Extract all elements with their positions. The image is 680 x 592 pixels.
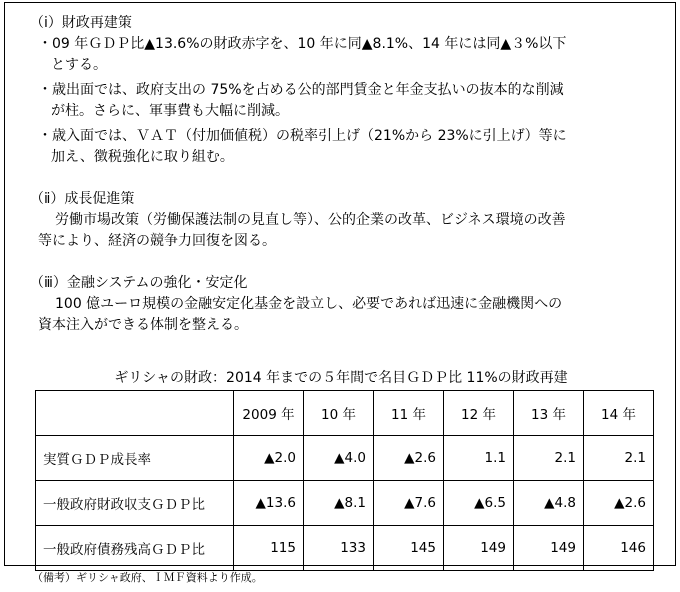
fiscal-table	[35, 390, 654, 571]
header-cell: 11 年	[374, 391, 444, 436]
section-heading-fiscal: （ⅰ）財政再建策	[30, 15, 132, 31]
table-cell: ▲2.6	[374, 436, 444, 481]
table-cell: 149	[444, 526, 514, 571]
table-header-row	[36, 391, 654, 436]
bullet-line: ・歳入面では、ＶＡＴ（付加価値税）の税率引上げ（21%から 23%に引上げ）等に	[38, 128, 567, 144]
table-cell: 2.1	[514, 436, 584, 481]
table-caption: ギリシャの財政：2014 年までの５年間で名目ＧＤＰ比 11%の財政再建	[114, 370, 568, 386]
row-label: 一般政府債務残高ＧＤＰ比	[36, 526, 234, 571]
body-line: 等により、経済の競争力回復を図る。	[38, 233, 276, 249]
table-cell: ▲2.6	[584, 481, 654, 526]
section-heading-finance: （ⅲ）金融システムの強化・安定化	[30, 275, 248, 291]
header-cell: 2009 年	[234, 391, 304, 436]
table-cell: 1.1	[444, 436, 514, 481]
bullet-line: が柱。さらに、軍事費も大幅に削減。	[51, 103, 289, 119]
table-cell: ▲6.5	[444, 481, 514, 526]
table-cell: ▲4.8	[514, 481, 584, 526]
header-cell: 14 年	[584, 391, 654, 436]
header-cell	[36, 391, 234, 436]
table-cell: ▲2.0	[234, 436, 304, 481]
table-row	[36, 436, 654, 481]
content-box	[4, 2, 676, 566]
table-cell: 149	[514, 526, 584, 571]
table-cell: ▲4.0	[304, 436, 374, 481]
table-cell: 146	[584, 526, 654, 571]
row-label: 一般政府財政収支ＧＤＰ比	[36, 481, 234, 526]
table-cell: 115	[234, 526, 304, 571]
body-line: 100 億ユーロ規模の金融安定化基金を設立し、必要であれば迅速に金融機関への	[55, 296, 563, 312]
bullet-line: とする。	[51, 57, 107, 73]
table-cell: 133	[304, 526, 374, 571]
row-label: 実質ＧＤＰ成長率	[36, 436, 234, 481]
table-row	[36, 526, 654, 571]
source-note: （備考）ギリシャ政府、ＩＭＦ資料より作成。	[32, 571, 263, 584]
bullet-line: 加え、徴税強化に取り組む。	[51, 149, 234, 165]
table-cell: 145	[374, 526, 444, 571]
table-cell: ▲13.6	[234, 481, 304, 526]
bullet-line: ・歳出面では、政府支出の 75%を占める公的部門賃金と年金支払いの抜本的な削減	[38, 82, 564, 98]
table-row	[36, 481, 654, 526]
header-cell: 10 年	[304, 391, 374, 436]
table-cell: ▲8.1	[304, 481, 374, 526]
section-heading-growth: （ⅱ）成長促進策	[30, 191, 135, 207]
header-cell: 13 年	[514, 391, 584, 436]
header-cell: 12 年	[444, 391, 514, 436]
body-line: 資本注入ができる体制を整える。	[38, 317, 248, 333]
table-cell: 2.1	[584, 436, 654, 481]
table-cell: ▲7.6	[374, 481, 444, 526]
body-line: 労働市場改策（労働保護法制の見直し等）、公的企業の改革、ビジネス環境の改善	[55, 212, 566, 228]
bullet-line: ・09 年ＧＤＰ比▲13.6%の財政赤字を、10 年に同▲8.1%、14 年には同▲３%以下	[38, 36, 567, 52]
